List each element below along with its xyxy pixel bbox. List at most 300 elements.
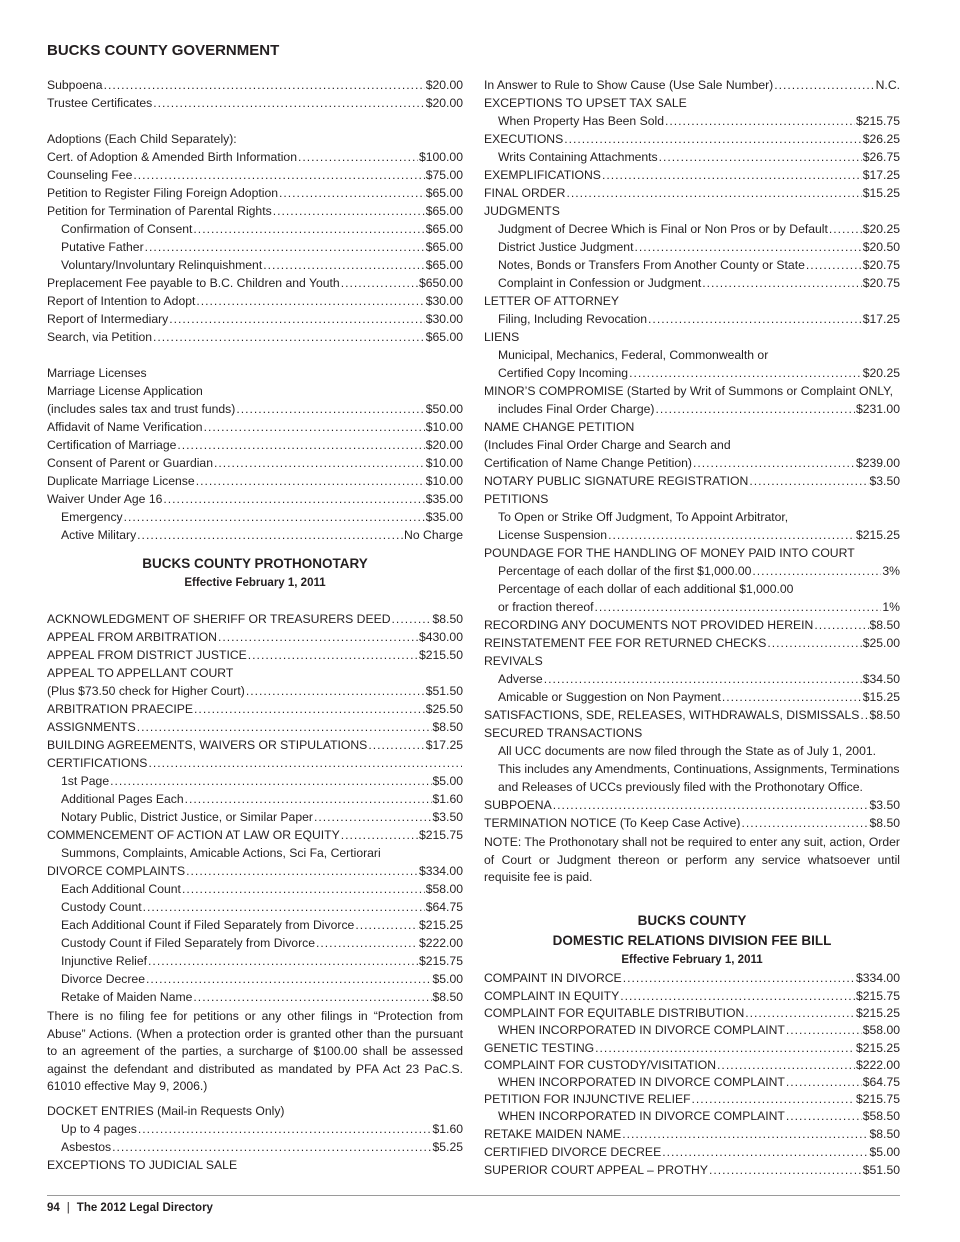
note-paragraph: NOTE: The Prothonotary shall not be required to enter any suit, action, Order of Court or Judgment thereon or perform any service whatsoever until requisite fee is paid. (484, 835, 900, 884)
fee-amount: $239.00 (855, 456, 900, 470)
dot-leader (602, 166, 862, 184)
fee-item (484, 1125, 900, 1143)
fee-label: Injunctive Relief (61, 954, 148, 968)
dot-leader (153, 328, 425, 346)
spacer (47, 544, 463, 554)
fee-label: Confirmation of Consent (61, 222, 193, 236)
dot-leader (143, 898, 425, 916)
fee-amount: $5.00 (432, 774, 463, 788)
fee-item (47, 736, 463, 754)
fee-label: 1st Page (61, 774, 110, 788)
dot-leader (595, 1039, 855, 1057)
dot-leader (595, 598, 882, 616)
fee-label: Report of Intention to Adopt (47, 294, 196, 308)
fee-label: District Justice Judgment (498, 240, 634, 254)
fee-amount: $20.25 (862, 222, 900, 236)
page-title: BUCKS COUNTY GOVERNMENT (47, 42, 280, 59)
fee-label: COMPLAINT FOR CUSTODY/VISITATION (484, 1057, 717, 1072)
fee-label: SUPERIOR COURT APPEAL – PROTHY (484, 1162, 708, 1177)
fee-amount: $215.50 (418, 648, 463, 662)
dot-leader (752, 562, 881, 580)
fee-amount: $64.75 (425, 900, 463, 914)
fee-label: Up to 4 pages (61, 1121, 137, 1136)
fee-amount: $8.50 (432, 612, 463, 626)
dot-leader (298, 148, 418, 166)
fee-amount: $75.00 (425, 168, 463, 182)
fee-amount: $3.50 (869, 798, 900, 812)
dot-leader (692, 1091, 855, 1107)
fee-item (484, 76, 900, 94)
footer (47, 1202, 213, 1214)
fee-label: Subpoena (47, 78, 103, 92)
fee-amount: $15.25 (862, 690, 900, 704)
dot-leader (169, 310, 424, 328)
fee-item (47, 808, 463, 826)
fee-amount: $25.50 (425, 702, 463, 716)
fee-label: Report of Intermediary (47, 312, 169, 326)
fee-amount: $25.00 (862, 636, 900, 650)
fee-item (47, 94, 463, 112)
dot-leader (622, 1125, 868, 1143)
fee-amount: $1.60 (432, 1121, 463, 1136)
fee-label: Active Military (61, 528, 137, 542)
fee-label: Cert. of Adoption & Amended Birth Information (47, 150, 297, 164)
fee-label: Affidavit of Name Verification (47, 420, 203, 434)
fee-amount: $51.50 (862, 1162, 900, 1177)
dot-leader (182, 880, 425, 898)
fee-item (47, 292, 463, 310)
fee-amount: $34.50 (862, 672, 900, 686)
dot-leader (629, 364, 862, 382)
dot-leader (236, 400, 424, 418)
section-effective-date: Effective February 1, 2011 (184, 577, 326, 589)
fee-label: COMMENCEMENT OF ACTION AT LAW OR EQUITY (47, 828, 340, 842)
fee-label: SATISFACTIONS, SDE, RELEASES, WITHDRAWALS, DISMISSALS (484, 708, 860, 722)
dot-leader (860, 706, 868, 724)
fee-label: Certified Copy Incoming (498, 366, 629, 380)
fee-label: Writs Containing Attachments (498, 150, 658, 164)
spacer (47, 346, 463, 364)
dot-leader (786, 1073, 862, 1091)
fee-amount: $650.00 (418, 276, 463, 290)
dot-leader (185, 790, 432, 808)
fee-amount: $65.00 (425, 258, 463, 272)
dot-leader (196, 292, 424, 310)
fee-category-label: Summons, Complaints, Amicable Actions, Sci Fa, Certiorari (61, 846, 381, 860)
dot-leader (648, 310, 862, 328)
dot-leader (214, 454, 425, 472)
fee-category-label: Marriage Licenses (47, 366, 147, 380)
fee-amount: $15.25 (862, 186, 900, 200)
dot-leader (741, 814, 868, 832)
fee-amount: $26.75 (862, 150, 900, 164)
fee-category-label: MINOR’S COMPROMISE (Started by Writ of Summons or Complaint ONLY, (484, 384, 894, 398)
fee-item (47, 256, 463, 274)
fee-amount: $5.25 (432, 1139, 463, 1154)
fee-amount: $58.00 (862, 1022, 900, 1037)
fee-category-label: EXCEPTIONS TO UPSET TAX SALE (484, 96, 687, 110)
fee-amount: $58.00 (425, 882, 463, 896)
fee-label: Filing, Including Revocation (498, 312, 648, 326)
fee-amount: $65.00 (425, 330, 463, 344)
fee-amount: $20.50 (862, 240, 900, 254)
fee-amount: $26.25 (862, 132, 900, 146)
fee-amount: $3.50 (869, 474, 900, 488)
fee-category-label: To Open or Strike Off Judgment, To Appoint Arbitrator, (498, 510, 789, 524)
section-heading: BUCKS COUNTY (637, 912, 747, 928)
fee-label: Notary Public, District Justice, or Similar Paper (61, 810, 313, 824)
fee-item (47, 916, 463, 934)
dot-leader (544, 670, 862, 688)
dot-leader (279, 184, 425, 202)
fee-item (484, 598, 900, 616)
fee-label: RETAKE MAIDEN NAME (484, 1126, 622, 1141)
fee-label: ARBITRATION PRAECIPE (47, 702, 194, 716)
fee-item (484, 1161, 900, 1179)
fee-label: CERTIFICATIONS (47, 756, 148, 770)
fee-amount: $3.50 (432, 810, 463, 824)
fee-item (484, 454, 900, 472)
fee-item (484, 634, 900, 652)
fee-label: COMPLAINT IN EQUITY (484, 988, 620, 1003)
dot-leader (786, 1021, 862, 1039)
dot-leader (246, 682, 425, 700)
fee-amount: $1.60 (432, 792, 463, 806)
fee-amount: $20.00 (425, 438, 463, 452)
fee-item (47, 418, 463, 436)
fee-label: APPEAL FROM DISTRICT JUSTICE (47, 648, 247, 662)
spacer (47, 112, 463, 130)
fee-label: Adverse (498, 672, 543, 686)
fee-item (484, 688, 900, 706)
fee-amount: $10.00 (425, 420, 463, 434)
fee-label: Preplacement Fee payable to B.C. Children and Youth (47, 276, 340, 290)
dot-leader (104, 76, 425, 94)
fee-label: License Suspension (498, 528, 608, 542)
fee-label: SUBPOENA (484, 798, 552, 812)
fee-label: PETITION FOR INJUNCTIVE RELIEF (484, 1091, 691, 1106)
fee-amount: $20.00 (425, 96, 463, 110)
fee-label: Asbestos (61, 1139, 112, 1154)
fee-label: In Answer to Rule to Show Cause (Use Sale Number) (484, 78, 774, 92)
fee-item (47, 646, 463, 664)
fee-item (47, 718, 463, 736)
fee-item (484, 256, 900, 274)
fee-amount: $8.50 (432, 990, 463, 1004)
dot-leader (137, 718, 432, 736)
dot-leader (829, 220, 862, 238)
fee-item (484, 1091, 900, 1107)
dot-leader (248, 646, 418, 664)
dot-leader (341, 274, 418, 292)
fee-label: Waiver Under Age 16 (47, 492, 163, 506)
fee-amount: $30.00 (425, 294, 463, 308)
fee-amount: $35.00 (425, 510, 463, 524)
fee-label: (includes sales tax and trust funds) (47, 402, 236, 416)
fee-item (47, 682, 463, 700)
fee-item (484, 1021, 900, 1039)
fee-item (47, 274, 463, 292)
fee-item (484, 814, 900, 832)
fee-label: Judgment of Decree Which is Final or Non Pros or by Default (498, 222, 828, 236)
fee-label: ACKNOWLEDGMENT OF SHERIFF OR TREASURERS DEED (47, 612, 391, 626)
fee-amount: N.C. (875, 78, 900, 92)
fee-category-label: (Includes Final Order Charge and Search and (484, 438, 731, 452)
fee-item (47, 862, 463, 880)
fee-amount: $231.00 (855, 402, 900, 416)
fee-category-label: PETITIONS (484, 492, 549, 506)
fee-item (484, 562, 900, 580)
fee-label: When Property Has Been Sold (498, 114, 664, 128)
fee-label: Custody Count if Filed Separately from Divorce (61, 936, 316, 950)
fee-label: Custody Count (61, 900, 142, 914)
dot-leader (634, 238, 861, 256)
fee-label: COMPLAINT FOR EQUITABLE DISTRIBUTION (484, 1005, 745, 1020)
fee-label: Each Additional Count (61, 882, 181, 896)
fee-category-label: Marriage License Application (47, 384, 203, 398)
fee-item (484, 706, 900, 724)
dot-leader (204, 418, 425, 436)
fee-label: Amicable or Suggestion on Non Payment (498, 690, 721, 704)
fee-item (484, 364, 900, 382)
fee-amount: $65.00 (425, 240, 463, 254)
fee-amount: $20.00 (425, 78, 463, 92)
fee-item (484, 220, 900, 238)
dot-leader (263, 256, 425, 274)
fee-amount: $215.25 (855, 528, 900, 542)
dot-leader (218, 628, 418, 646)
fee-amount: $64.75 (862, 1074, 900, 1089)
fee-item (47, 238, 463, 256)
fee-item (484, 112, 900, 130)
dot-leader (273, 202, 425, 220)
fee-item (47, 988, 463, 1006)
dot-leader (196, 472, 425, 490)
fee-item (484, 148, 900, 166)
fee-amount: $334.00 (855, 970, 900, 985)
fee-item (484, 274, 900, 292)
dot-leader (722, 688, 862, 706)
dot-leader (665, 112, 855, 130)
fee-label: Retake of Maiden Name (61, 990, 193, 1004)
fee-label: CERTIFIED DIVORCE DECREE (484, 1144, 662, 1159)
fee-label: REINSTATEMENT FEE FOR RETURNED CHECKS (484, 636, 767, 650)
fee-item (484, 472, 900, 490)
fee-label: TERMINATION NOTICE (To Keep Case Active) (484, 816, 741, 830)
dot-leader (112, 1138, 431, 1156)
fee-amount: $5.00 (432, 972, 463, 986)
fee-item (484, 526, 900, 544)
fee-item (484, 130, 900, 148)
dot-leader (623, 969, 855, 987)
dot-leader (138, 1120, 432, 1138)
fee-item (484, 1073, 900, 1091)
fee-amount: $20.75 (862, 276, 900, 290)
section-heading: BUCKS COUNTY PROTHONOTARY (142, 556, 368, 571)
fee-item (47, 880, 463, 898)
fee-amount: $215.75 (418, 828, 463, 842)
fee-amount: $20.75 (862, 258, 900, 272)
fee-label: includes Final Order Charge) (498, 402, 655, 416)
fee-amount: $222.00 (418, 936, 463, 950)
dot-leader (659, 148, 862, 166)
fee-item (47, 436, 463, 454)
fee-amount: $334.00 (418, 864, 463, 878)
fee-item (47, 1120, 463, 1138)
dot-leader (655, 400, 854, 418)
fee-label: ASSIGNMENTS (47, 720, 136, 734)
fee-label: RECORDING ANY DOCUMENTS NOT PROVIDED HEREIN (484, 618, 814, 632)
fee-label: Notes, Bonds or Transfers From Another County or State (498, 258, 805, 272)
fee-label: Certification of Name Change Petition) (484, 456, 692, 470)
fee-amount: $10.00 (425, 456, 463, 470)
publication-title: The 2012 Legal Directory (76, 1202, 213, 1214)
fee-label: Petition for Termination of Parental Rights (47, 204, 272, 218)
fee-item (47, 310, 463, 328)
fee-item (47, 826, 463, 844)
fee-amount: $215.75 (418, 954, 463, 968)
spacer (47, 592, 463, 610)
fee-label: Divorce Decree (61, 972, 145, 986)
fee-item (47, 184, 463, 202)
fee-amount: $65.00 (425, 204, 463, 218)
dot-leader (368, 736, 424, 754)
dot-leader (608, 526, 855, 544)
dot-leader (567, 184, 862, 202)
fee-item (47, 970, 463, 988)
dot-leader (717, 1057, 855, 1073)
dot-leader (194, 700, 425, 718)
fee-label: COMPAINT IN DIVORCE (484, 970, 622, 985)
dot-leader (693, 454, 855, 472)
dot-leader (193, 220, 424, 238)
fee-amount: 3% (882, 564, 900, 578)
dot-leader (316, 934, 418, 952)
fee-amount: $58.50 (862, 1108, 900, 1123)
fee-amount: $8.50 (432, 720, 463, 734)
dot-leader (148, 754, 462, 772)
fee-label: DIVORCE COMPLAINTS (47, 864, 186, 878)
fee-category-label: POUNDAGE FOR THE HANDLING OF MONEY PAID INTO COURT (484, 546, 855, 560)
fee-label: FINAL ORDER (484, 186, 566, 200)
fee-item (484, 670, 900, 688)
fee-amount: $30.00 (425, 312, 463, 326)
fee-amount: $8.50 (869, 816, 900, 830)
fee-amount: $215.25 (855, 1040, 900, 1055)
section-heading: DOMESTIC RELATIONS DIVISION FEE BILL (552, 932, 832, 948)
dot-leader (124, 508, 425, 526)
fee-item (47, 508, 463, 526)
dot-leader (193, 988, 431, 1006)
fee-category-label: DOCKET ENTRIES (Mail-in Requests Only) (47, 1103, 285, 1118)
fee-amount: $17.25 (862, 312, 900, 326)
fee-label: WHEN INCORPORATED IN DIVORCE COMPLAINT (498, 1074, 785, 1089)
fee-amount: $8.50 (869, 708, 900, 722)
footer-separator: | (66, 1202, 70, 1214)
fee-label: BUILDING AGREEMENTS, WAIVERS OR STIPULATIONS (47, 738, 368, 752)
fee-label: WHEN INCORPORATED IN DIVORCE COMPLAINT (498, 1022, 785, 1037)
fee-category-label: LIENS (484, 330, 520, 344)
dot-leader (709, 1161, 862, 1179)
dot-leader (133, 166, 424, 184)
fee-amount: $65.00 (425, 222, 463, 236)
fee-amount: No Charge (404, 528, 463, 542)
fee-item (47, 898, 463, 916)
fee-amount: $222.00 (855, 1057, 900, 1072)
fee-item (484, 1057, 900, 1073)
fee-amount: $215.75 (855, 114, 900, 128)
fee-item (47, 772, 463, 790)
fee-item (47, 148, 463, 166)
fee-label: Putative Father (61, 240, 144, 254)
fee-label: EXECUTIONS (484, 132, 564, 146)
fee-label: EXEMPLIFICATIONS (484, 168, 601, 182)
fee-item (47, 166, 463, 184)
dot-leader (110, 772, 431, 790)
fee-amount: $215.75 (855, 988, 900, 1003)
fee-label: APPEAL FROM ARBITRATION (47, 630, 217, 644)
fee-amount: $5.00 (869, 1144, 900, 1159)
fee-label: Petition to Register Filing Foreign Adoption (47, 186, 279, 200)
fee-amount: $8.50 (869, 1126, 900, 1141)
fee-amount: $10.00 (425, 474, 463, 488)
dot-leader (749, 472, 868, 490)
fee-item (484, 987, 900, 1005)
dot-leader (774, 76, 874, 94)
fee-label: Each Additional Count if Filed Separately from Divorce (61, 918, 355, 932)
fee-category-label: SECURED TRANSACTIONS (484, 726, 643, 740)
fee-category-label: JUDGMENTS (484, 204, 560, 218)
fee-amount: $17.25 (425, 738, 463, 752)
fee-category-label: and Releases of UCCs previously filed with the Prothonotary Office. (498, 780, 863, 794)
section-effective-date: Effective February 1, 2011 (621, 953, 763, 966)
dot-leader (145, 238, 425, 256)
fee-amount: $215.25 (855, 1005, 900, 1020)
spacer (484, 893, 900, 911)
fee-item (47, 202, 463, 220)
right-column (484, 76, 900, 1179)
dot-leader (314, 808, 432, 826)
fee-label: Counseling Fee (47, 168, 133, 182)
dot-leader (786, 1107, 862, 1125)
fee-category-label: REVIVALS (484, 654, 543, 668)
dot-leader (153, 94, 425, 112)
fee-item (484, 1039, 900, 1057)
fee-item (47, 220, 463, 238)
fee-category-label: Percentage of each dollar of each additional $1,000.00 (498, 582, 794, 596)
fee-item (47, 1138, 463, 1156)
fee-label: WHEN INCORPORATED IN DIVORCE COMPLAINT (498, 1108, 785, 1123)
fee-amount: $65.00 (425, 186, 463, 200)
fee-item (47, 400, 463, 418)
dot-leader (814, 616, 868, 634)
left-column (47, 76, 463, 1174)
dot-leader (620, 987, 855, 1005)
fee-category-label: This includes any Amendments, Continuations, Assignments, Terminations (498, 762, 900, 776)
fee-category-label: Municipal, Mechanics, Federal, Commonwealth or (498, 348, 769, 362)
fee-amount: $20.25 (862, 366, 900, 380)
fee-item (47, 790, 463, 808)
dot-leader (662, 1143, 868, 1161)
fee-label: GENETIC TESTING (484, 1040, 595, 1055)
dot-leader (702, 274, 861, 292)
fee-amount: 1% (882, 600, 900, 614)
page-number: 94 (47, 1202, 60, 1214)
fee-item (484, 400, 900, 418)
dot-leader (163, 490, 424, 508)
dot-leader (553, 796, 869, 814)
fee-item (484, 1005, 900, 1021)
